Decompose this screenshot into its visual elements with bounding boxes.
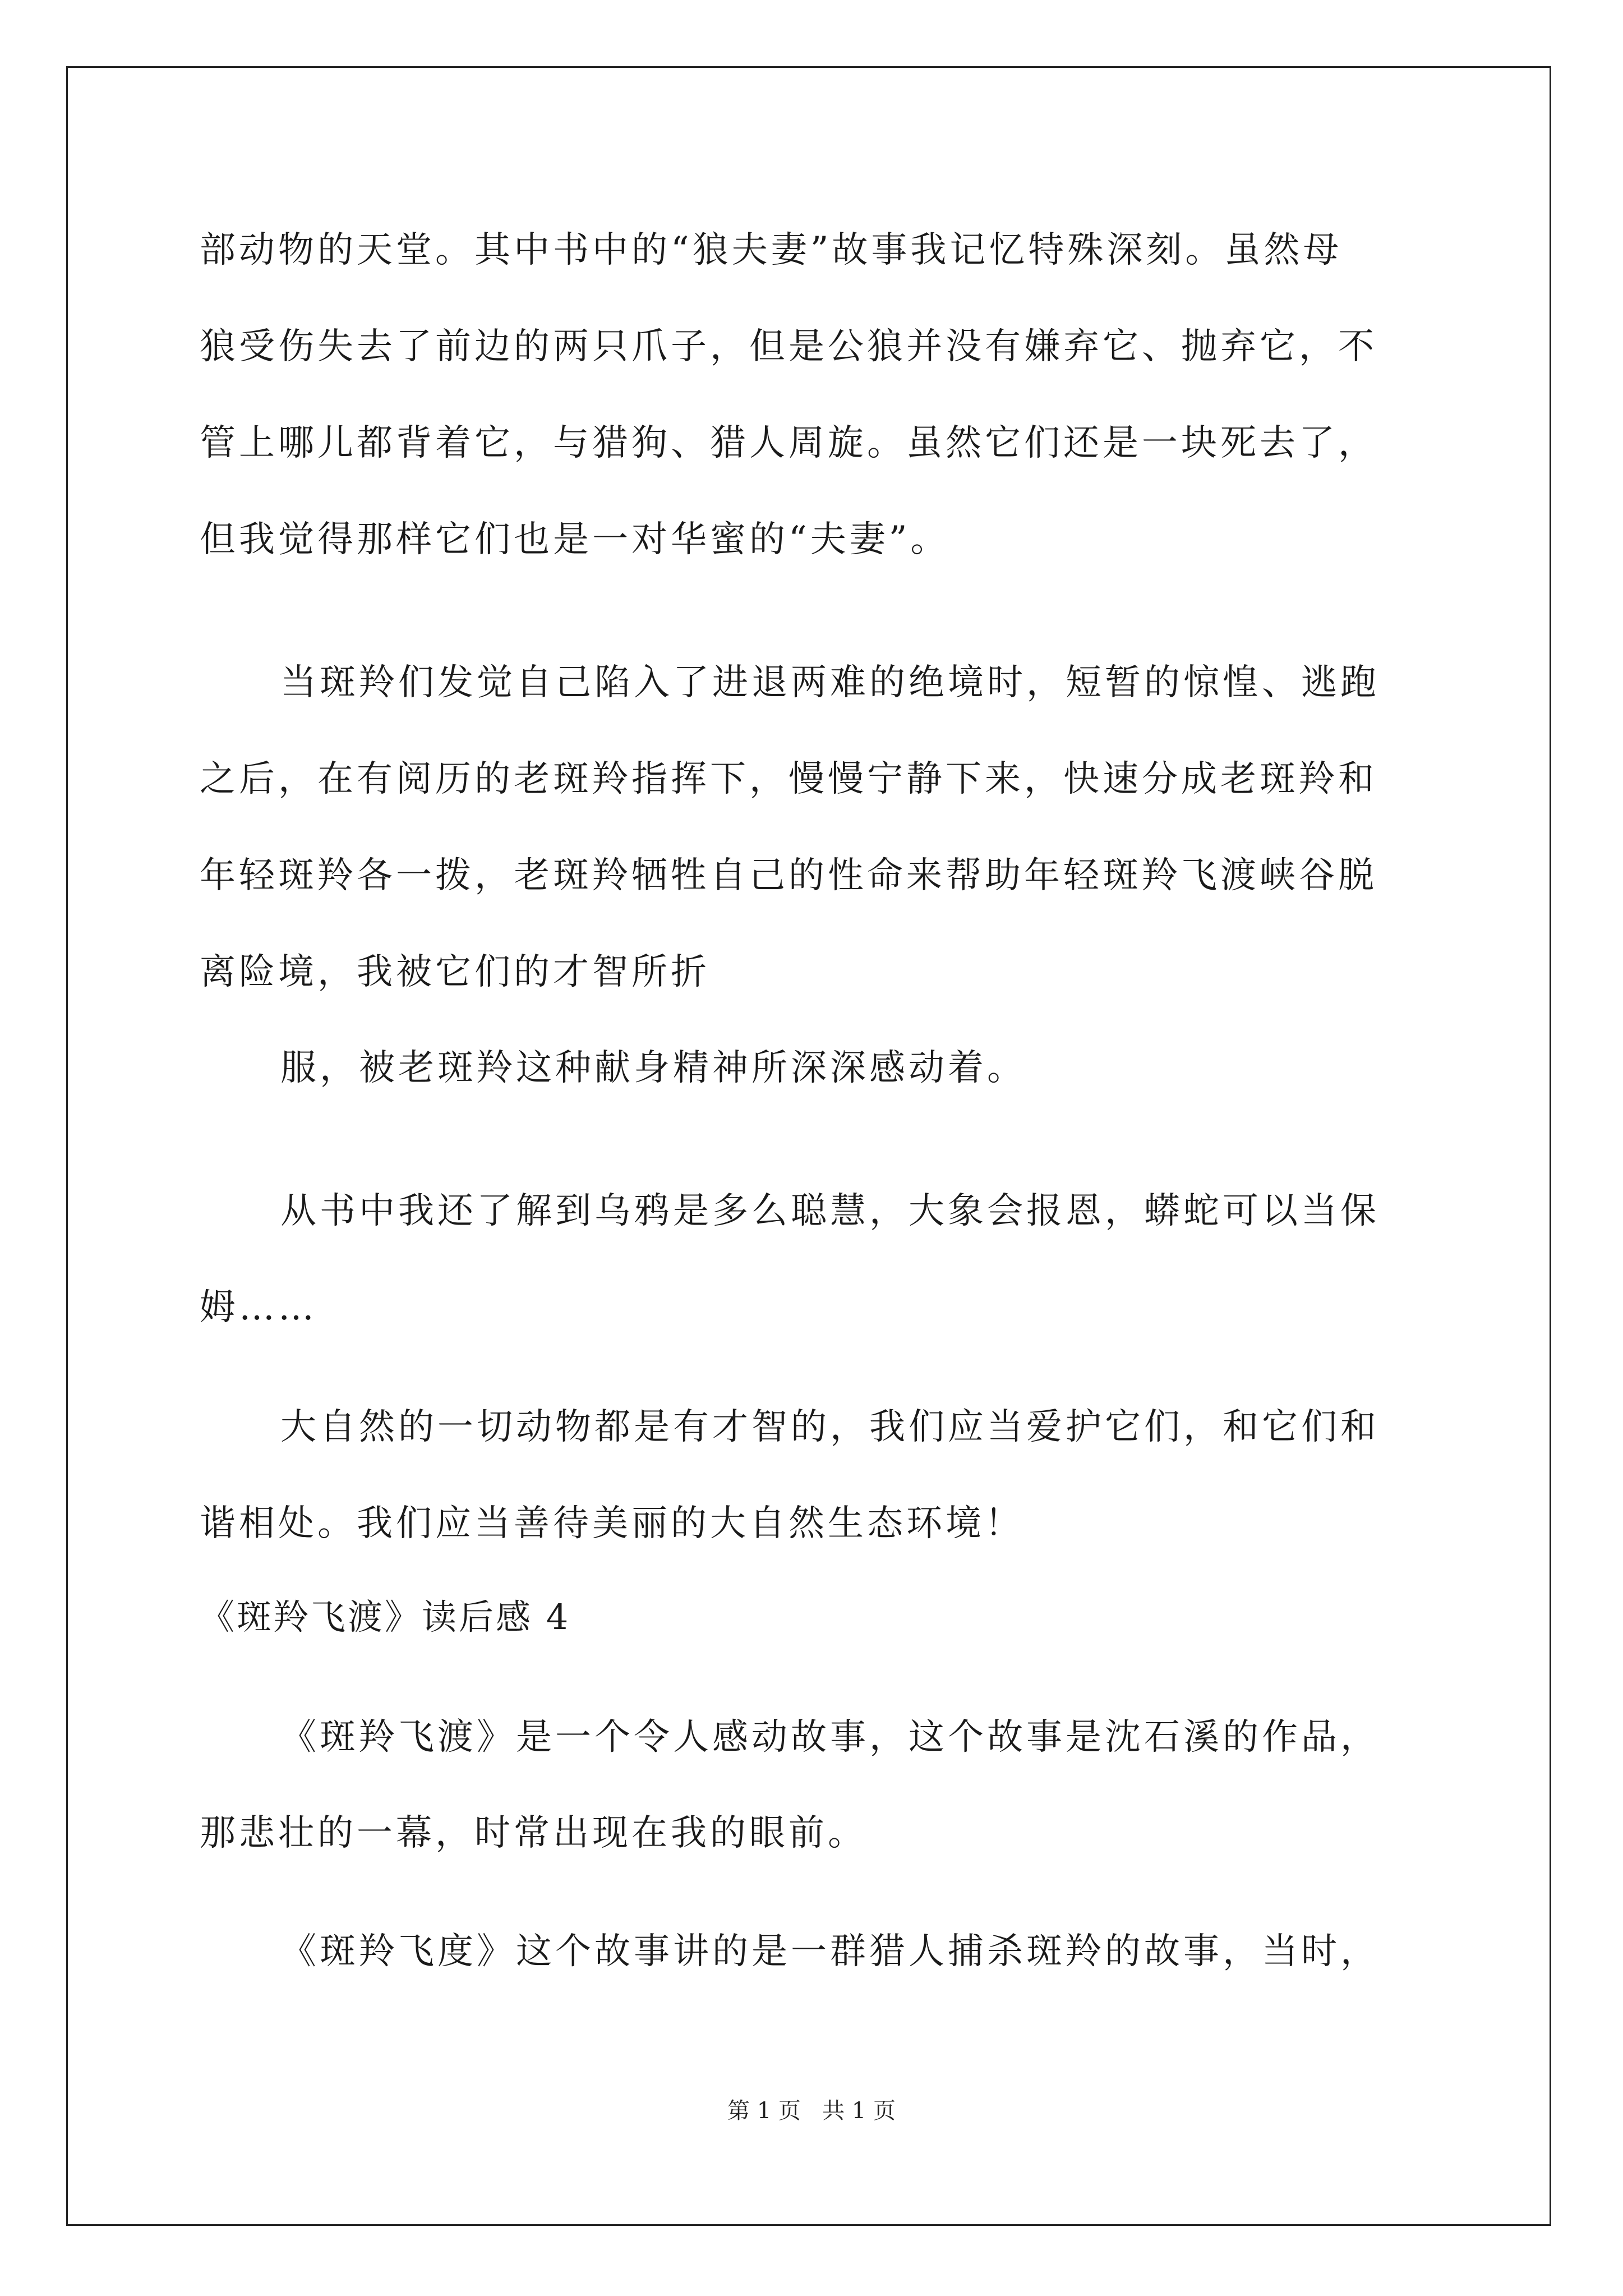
- text-line: 姆……: [200, 1287, 317, 1328]
- text-line: 狼受伤失去了前边的两只爪子，但是公狼并没有嫌弃它、抛弃它，不: [200, 326, 1377, 367]
- text-line: 部动物的天堂。其中书中的“狼夫妻”故事我记忆特殊深刻。虽然母: [200, 229, 1343, 271]
- text-line: 离险境，我被它们的才智所折: [200, 951, 710, 993]
- text-line: 谐相处。我们应当善待美丽的大自然生态环境！: [200, 1503, 1024, 1544]
- text-line: 之后，在有阅历的老斑羚指挥下，慢慢宁静下来，快速分成老斑羚和: [200, 758, 1377, 800]
- text-line: 那悲壮的一幕，时常出现在我的眼前。: [200, 1812, 867, 1854]
- text-line: 从书中我还了解到乌鸦是多么聪慧，大象会报恩，蟒蛇可以当保: [280, 1190, 1380, 1232]
- text-line: 年轻斑羚各一拨，老斑羚牺牲自己的性命来帮助年轻斑羚飞渡峡谷脱: [200, 855, 1377, 896]
- text-line: 管上哪儿都背着它，与猎狗、猎人周旋。虽然它们还是一块死去了，: [200, 422, 1377, 464]
- text-line: 《斑羚飞渡》是一个令人感动故事，这个故事是沈石溪的作品，: [280, 1717, 1380, 1758]
- page-border: [66, 66, 1551, 2226]
- text-line: 大自然的一切动物都是有才智的，我们应当爱护它们，和它们和: [280, 1406, 1380, 1448]
- text-line: 服，被老斑羚这种献身精神所深深感动着。: [280, 1047, 1026, 1089]
- text-line: 但我觉得那样它们也是一对华蜜的“夫妻”。: [200, 519, 950, 560]
- text-line: 《斑羚飞度》这个故事讲的是一群猎人捕杀斑羚的故事，当时，: [280, 1931, 1380, 1972]
- text-line: 当斑羚们发觉自己陷入了进退两难的绝境时，短暂的惊惶、逃跑: [280, 662, 1380, 703]
- page-footer: 第 1 页 共 1 页: [727, 2098, 896, 2124]
- section-heading: 《斑羚飞渡》读后感 4: [200, 1596, 571, 1637]
